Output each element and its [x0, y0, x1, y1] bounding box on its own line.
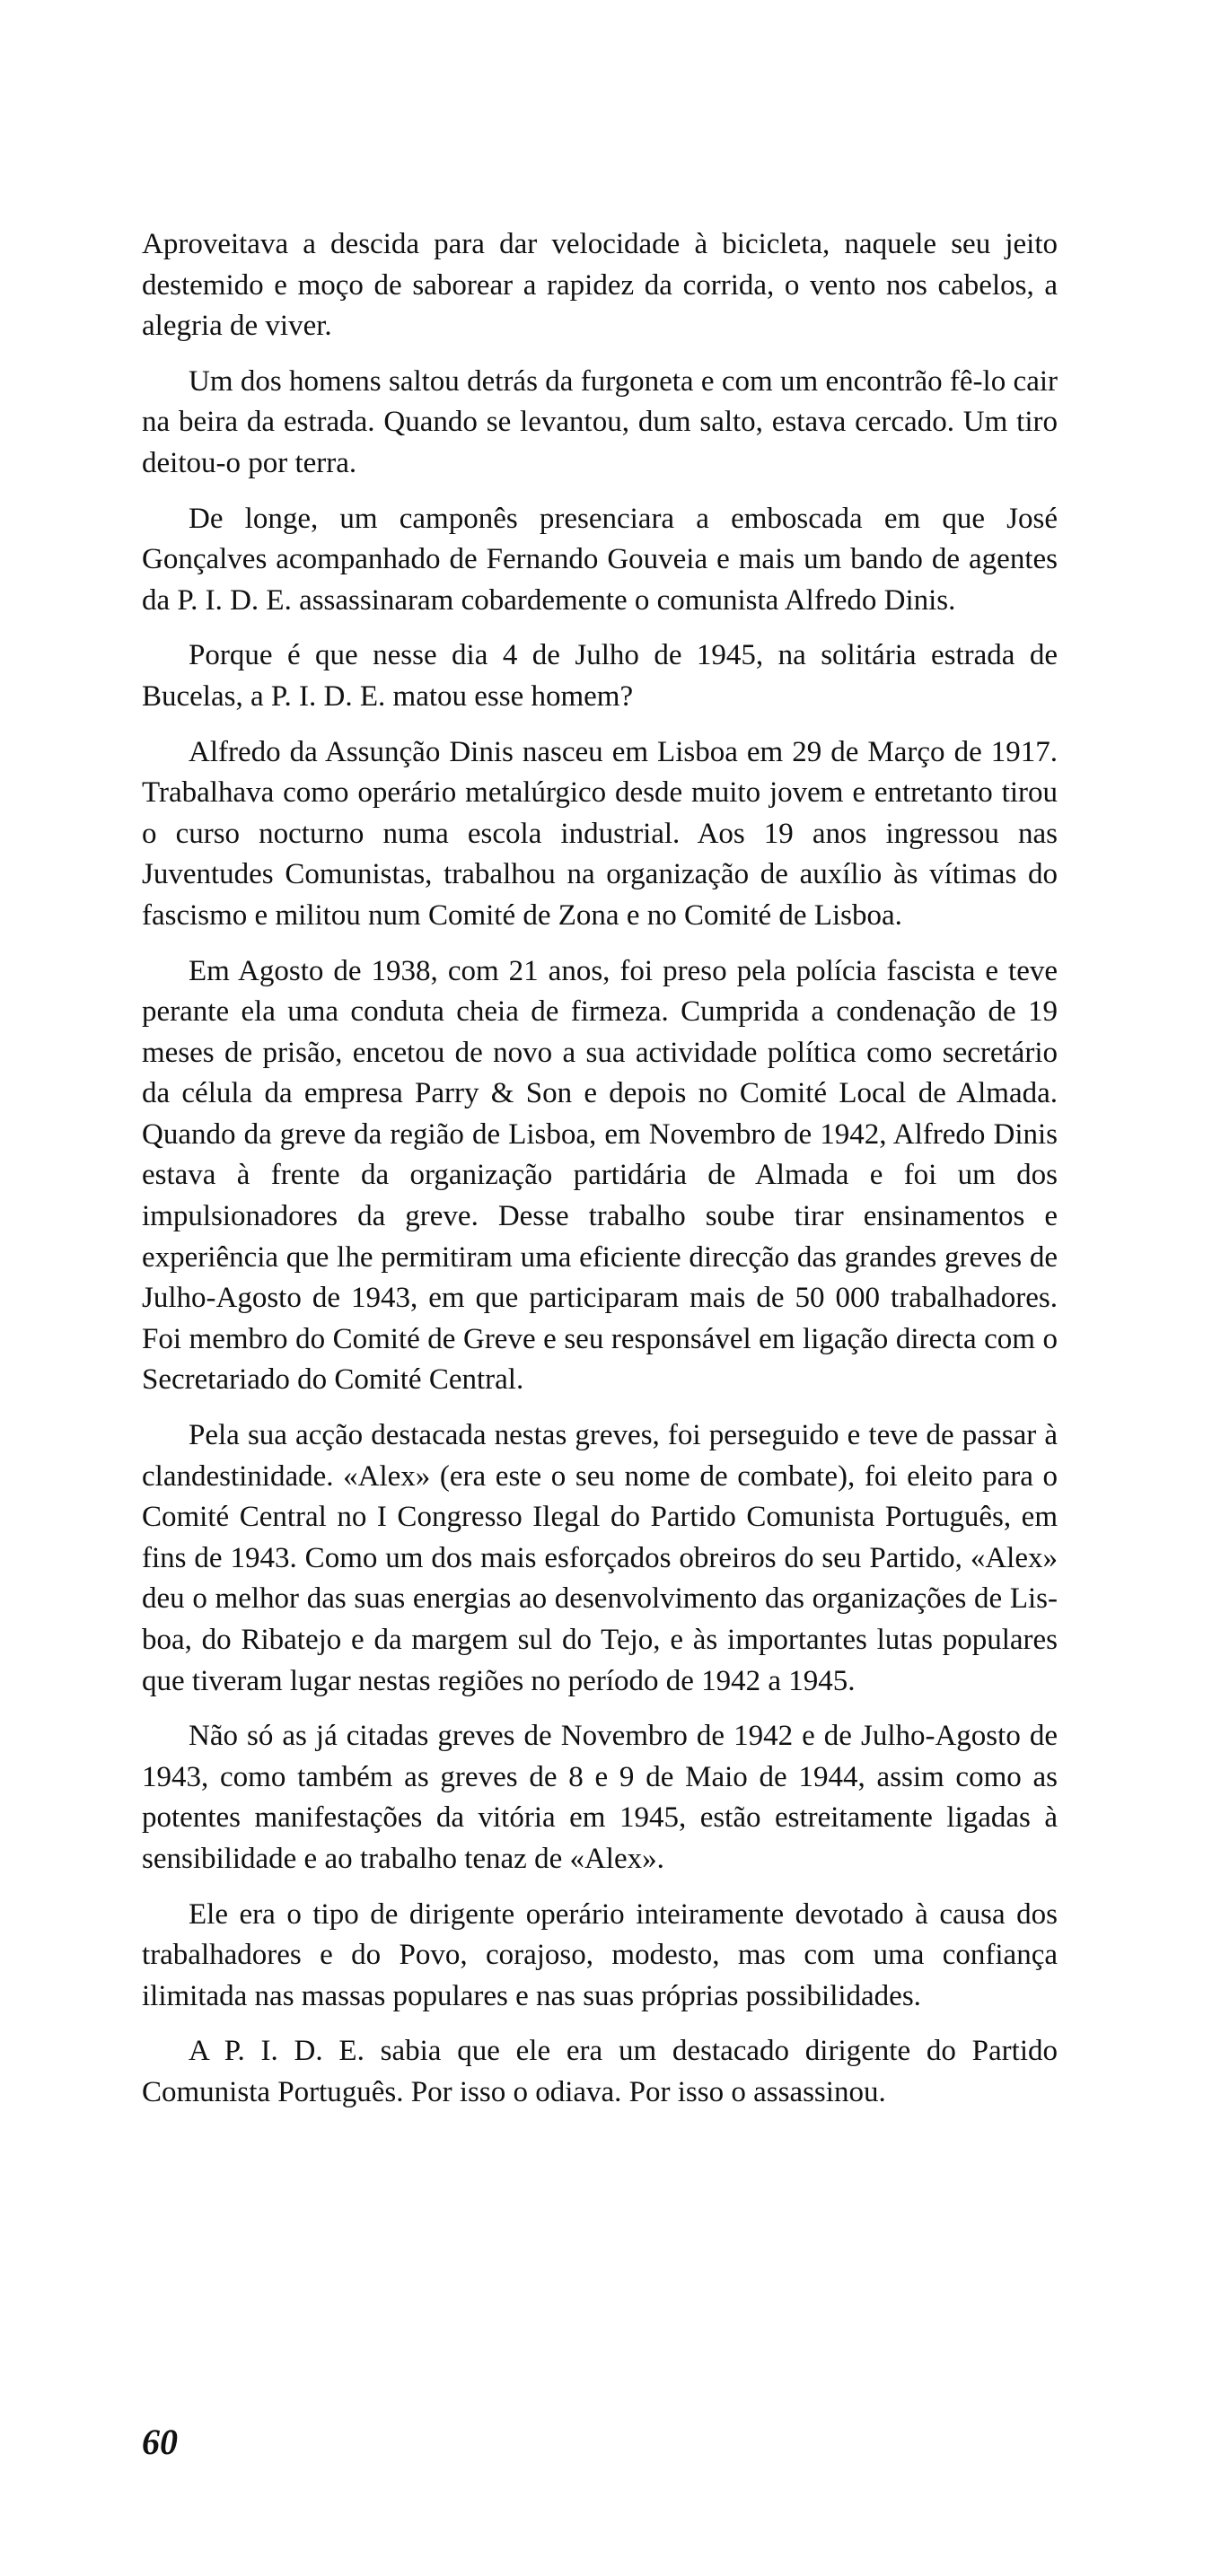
paragraph-1: Aproveitava a descida para dar velocidade à bicicleta, naquele seu jeito destemido e moço de saborear a rapidez da corrida, o vento nos cabelos, a alegria de viver.: [142, 228, 1058, 343]
paragraph-4: Porque é que nesse dia 4 de Julho de 1945, na solitária estrada de Bucelas, a P. I. D. E. matou esse homem?: [142, 639, 1058, 713]
paragraph-5: Alfredo da Assunção Dinis nasceu em Lisboa em 29 de Março de 1917. Trabalhava como operário metalúrgico desde muito jovem e entretanto tirou o curso nocturno numa escola industrial. Aos 19 anos ingressou nas Juventudes Comunistas, trabalhou na organização de auxílio às vítimas do fascismo e militou num Comité de Zona e no Comité de Lisboa.: [142, 735, 1058, 932]
page-body: [142, 224, 1058, 2128]
paragraph-6: Em Agosto de 1938, com 21 anos, foi preso pela polícia fascista e teve perante ela uma conduta cheia de firmeza. Cumprida a condenação de 19 meses de prisão, encetou de novo a sua actividade política como secretário da célula da empresa Parry & Son e depois no Comité Local de Almada. Quando da greve da região de Lisboa, em Novembro de 1942, Alfredo Dinis estava à frente da organização partidária de Almada e foi um dos impulsionadores da greve. Desse trabalho soube tirar ensinamentos e experiência que lhe permitiram uma eficiente direcção das grandes greves de Julho-Agosto de 1943, em que participaram mais de 50 000 trabalhadores. Foi membro do Comité de Greve e seu responsável em ligação directa com o Secretariado do Comité Central.: [142, 954, 1058, 1397]
paragraph-2: Um dos homens saltou detrás da furgoneta e com um encontrão fê-lo cair na beira da estrada. Quando se levantou, dum salto, estava cercado. Um tiro deitou-o por terra.: [142, 364, 1058, 479]
paragraph-3: De longe, um camponês presenciara a emboscada em que José Gonçalves acompanhado de Fernando Gouveia e mais um bando de agentes da P. I. D. E. assassinaram cobardemente o comunista Alfredo Dinis.: [142, 502, 1058, 617]
paragraph-9: Ele era o tipo de dirigente operário inteiramente devotado à causa dos trabalhadores e do Povo, corajoso, modesto, mas com uma confiança ilimitada nas massas populares e nas suas próprias possibilidades.: [142, 1897, 1058, 2012]
paragraph-8: Não só as já citadas greves de Novembro de 1942 e de Julho-Agosto de 1943, como também as greves de 8 e 9 de Maio de 1944, assim como as potentes manifestações da vitória em 1945, estão estreitamente ligadas à sensibilidade e ao trabalho tenaz de «Alex».: [142, 1720, 1058, 1875]
page-number: 60: [142, 2422, 178, 2462]
paragraph-10: A P. I. D. E. sabia que ele era um destacado dirigente do Partido Comunista Português. Por isso o odiava. Por isso o assassinou.: [142, 2035, 1058, 2108]
paragraph-7: Pela sua acção destacada nestas greves, foi perseguido e teve de passar à clandestinidade. «Alex» (era este o seu nome de combate), foi eleito para o Comité Central no I Congresso Ilegal do Partido Comunista Português, em fins de 1943. Como um dos mais esforçados obreiros do seu Partido, «Alex» deu o melhor das suas energias ao desenvolvimento das organizações de Lisboa, do Ribatejo e da margem sul do Tejo, e às importantes lutas populares que tiveram lugar nestas regiões no período de 1942 a 1945.: [142, 1419, 1058, 1697]
